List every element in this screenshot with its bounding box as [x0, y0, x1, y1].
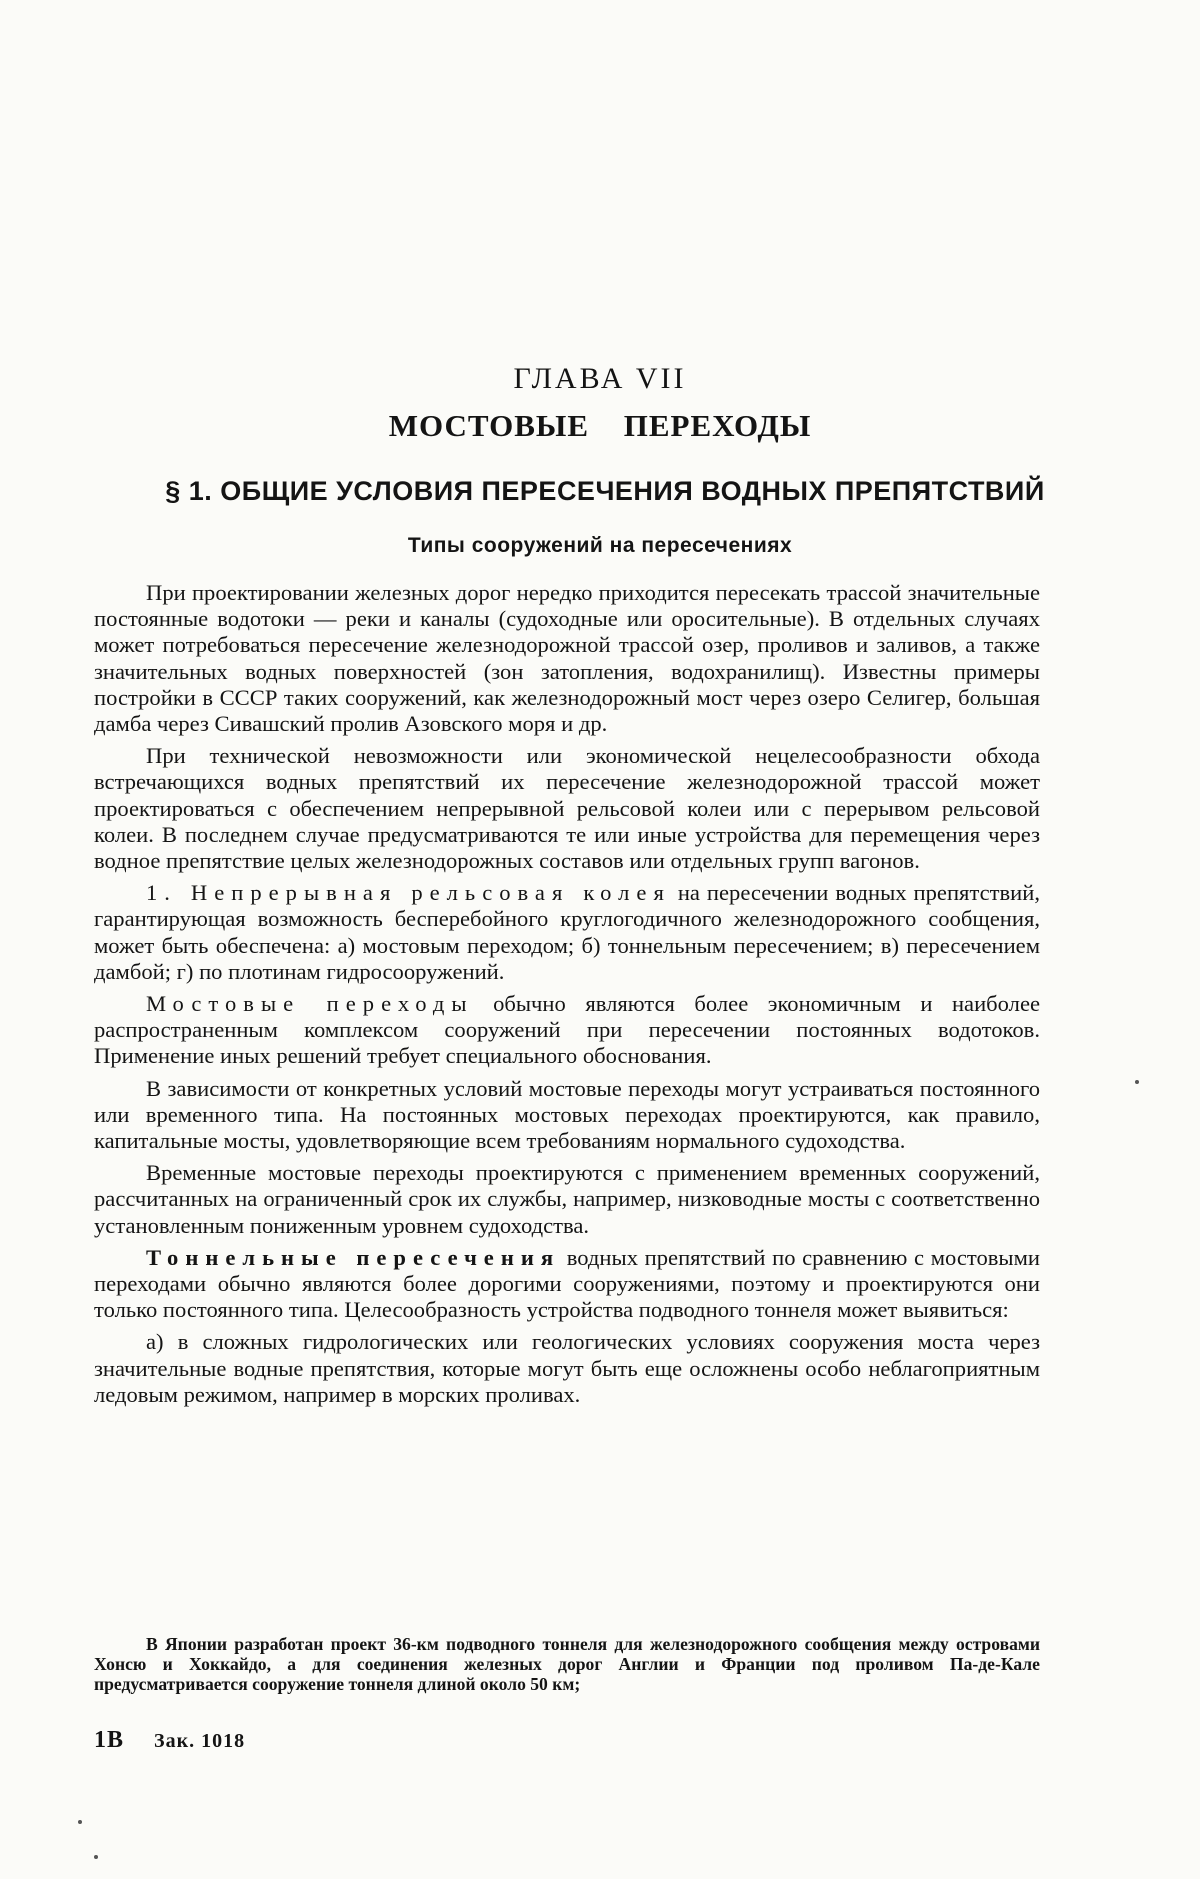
- subsection-heading: Типы сооружений на пересечениях: [407, 534, 793, 557]
- list-item-a: а) в сложных гидрологических или геологических условиях сооружения моста через значительные водные препятствия, которые могут быть еще осложнены особо неблагоприятным ледовым режимом, например в морских проливах.: [94, 1329, 1040, 1407]
- paragraph-4: [94, 991, 1040, 1070]
- term-tunnel-crossings: Тоннельные пересечения: [146, 1244, 561, 1270]
- paragraph-7-text: водных препятствий по сравнению с мостовыми переходами обычно являются более дорогими сооружениями, поэтому и проектируются они только постоянного типа. Целесообразность устройства подводного тоннеля может выявиться:: [94, 1244, 1040, 1323]
- term-continuous-track: 1. Непрерывная рельсовая колея: [146, 880, 671, 906]
- paragraph-4-text: обычно являются более экономичным и наиболее распространенным комплексом сооружений при пересечении постоянных водотоков. Применение иных решений требует специального обоснования.: [94, 991, 1040, 1069]
- page-footer: [94, 1727, 245, 1754]
- paragraph-5: В зависимости от конкретных условий мостовые переходы могут устраиваться постоянного или временного типа. На постоянных мостовых переходах проектируются, как правило, капитальные мосты, удовлетворяющие всем требованиям нормального судоходства.: [94, 1075, 1040, 1154]
- term-bridge-crossings: Мостовые переходы: [146, 991, 474, 1017]
- paragraph-1: При проектировании железных дорог нередко приходится пересекать трассой значительные постоянные водотоки — реки и каналы (судоходные или оросительные). В отдельных случаях может потребоваться пересечение железнодорожной трассой озер, проливов и заливов, а также значительных водных поверхностей (зон затопления, водохранилищ). Известны примеры постройки в СССР таких сооружений, как железнодорожный мост через озеро Селигер, большая дамба через Сивашский пролив Азовского моря и др.: [94, 580, 1040, 737]
- footnote-text: В Японии разработан проект 36-км подводного тоннеля для железнодорожного сообщения между островами Хонсю и Хоккайдо, а для соединения железных дорог Англии и Франции под проливом Па-де-Кале предусматривается сооружение тоннеля длиной около 50 км;: [94, 1634, 1040, 1694]
- print-speck: [94, 1855, 98, 1859]
- order-number: Зак. 1018: [154, 1730, 246, 1752]
- paragraph-6: Временные мостовые переходы проектируются с применением временных сооружений, рассчитанных на ограниченный срок их службы, например, низководные мосты с соответственно установленным пониженным уровнем судоходства.: [94, 1160, 1040, 1238]
- printer-signature: 1В: [94, 1727, 125, 1753]
- chapter-title: МОСТОВЫЕ ПЕРЕХОДЫ: [388, 408, 812, 443]
- body-text: [94, 580, 1040, 1408]
- paragraph-3: [94, 880, 1040, 985]
- footnote: [94, 1634, 1040, 1694]
- paragraph-2: При технической невозможности или экономической нецелесообразности обхода встречающихся водных препятствий их пересечение железнодорожной трассой может проектироваться с обеспечением непрерывной рельсовой колеи или с перерывом рельсовой колеи. В последнем случае предусматриваются те или иные устройства для перемещения через водное препятствие целых железнодорожных составов или отдельных групп вагонов.: [94, 743, 1040, 874]
- print-speck: [1135, 1080, 1139, 1084]
- print-speck: [78, 1820, 82, 1824]
- paragraph-7: [94, 1245, 1040, 1324]
- chapter-heading: ГЛАВА VII: [513, 362, 687, 395]
- section-heading: § 1. ОБЩИЕ УСЛОВИЯ ПЕРЕСЕЧЕНИЯ ВОДНЫХ ПРЕПЯТСТВИЙ: [165, 476, 1045, 506]
- paragraph-3-text: на пересечении водных препятствий, гарантирующая возможность бесперебойного круглогодичного железнодорожного сообщения, может быть обеспечена: а) мостовым переходом; б) тоннельным пересечением; в) пересечением дамбой; г) по плотинам гидросооружений.: [94, 880, 1040, 984]
